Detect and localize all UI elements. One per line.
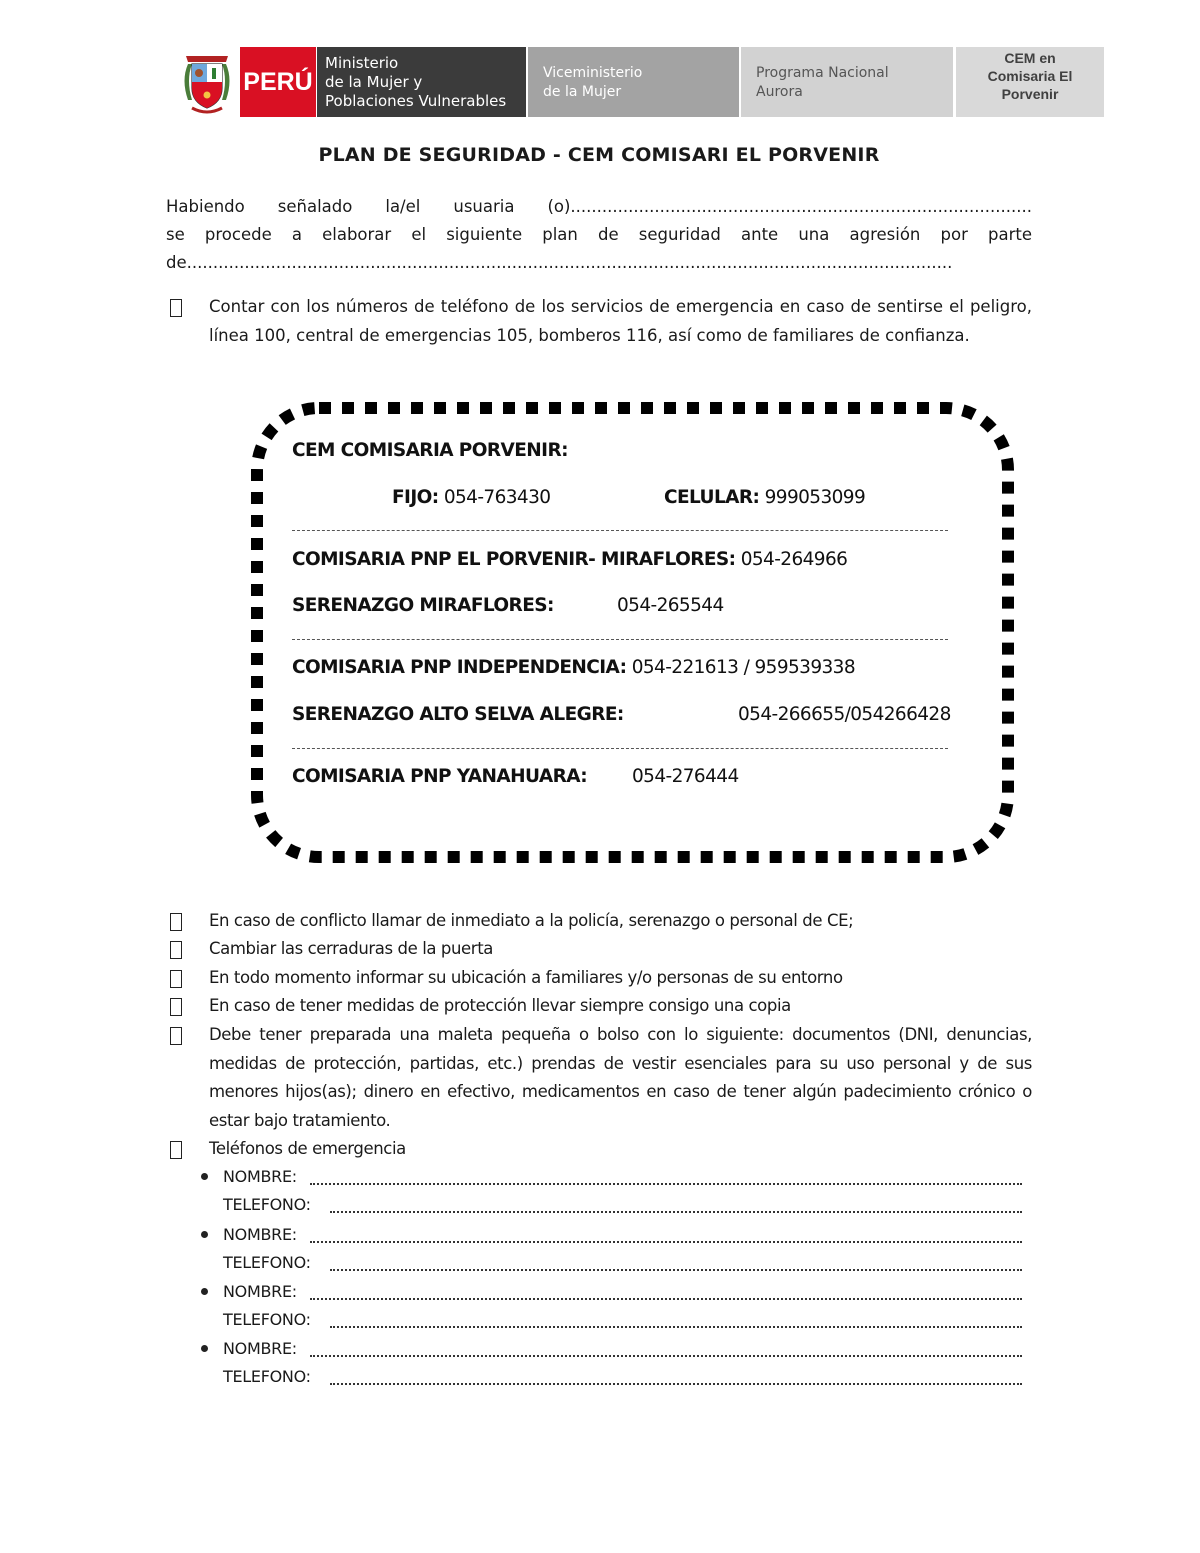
list-item: Teléfonos de emergencia [209,1139,406,1158]
list-item: Debe tener preparada una maleta pequeña o bolso con lo siguiente: documentos (DNI, denuncias, medidas de protección, partidas, etc.) prendas de vestir esenciales para su uso personal y de sus menores hijos(as); dinero en efectivo, medicamentos en caso de tener algún padecimiento crónico o estar bajo tratamiento. [209,1025,1032,1130]
bullet-box-icon [170,299,182,317]
nombre-field[interactable] [310,1298,1022,1300]
telefono-field[interactable] [330,1211,1022,1213]
bullet-box-icon [170,1141,182,1159]
nombre-field[interactable] [310,1241,1022,1243]
comisaria-yanahuara-label: COMISARIA PNP YANAHUARA: [292,766,588,787]
cem-label: CEM en Comisaria El Porvenir [956,47,1104,117]
serenazgo-asa-label: SERENAZGO ALTO SELVA ALEGRE: [292,704,624,725]
fijo-label: FIJO: [392,487,439,508]
bullet-dot-icon [201,1288,208,1295]
nombre-label: NOMBRE: [223,1339,297,1358]
fijo-row [392,487,550,508]
bullet-dot-icon [201,1231,208,1238]
peru-brand-label: PERÚ [240,47,316,117]
intro-line-2: se procede a elaborar el siguiente plan de seguridad ante una agresión por parte [166,225,1032,244]
bullet-box-icon [170,998,182,1016]
serenazgo-miraflores-value: 054-265544 [617,595,724,616]
list-item: En caso de conflicto llamar de inmediato a la policía, serenazgo o personal de CE; [209,911,854,930]
telefono-field[interactable] [330,1326,1022,1328]
bullet-box-icon [170,941,182,959]
intro-line-3: de.................................................................................................................................................. [166,253,953,272]
celular-label: CELULAR: [664,487,760,508]
separator-line [292,530,948,531]
bullet-box-icon [170,913,182,931]
viceministerio-label: Viceministerio de la Mujer [528,47,739,117]
nombre-label: NOMBRE: [223,1282,297,1301]
list-item: Cambiar las cerraduras de la puerta [209,939,493,958]
list-item: En todo momento informar su ubicación a familiares y/o personas de su entorno [209,968,843,987]
bullet-dot-icon [201,1345,208,1352]
first-item-text: Contar con los números de teléfono de los servicios de emergencia en caso de sentirse el peligro, línea 100, central de emergencias 105, bomberos 116, así como de familiares de confianza. [209,297,1032,345]
comisaria-miraflores-row [292,549,847,570]
fijo-value: 054-763430 [443,487,551,508]
telefono-label: TELEFONO: [223,1253,311,1272]
programa-label: Programa Nacional Aurora [741,47,953,117]
bullet-box-icon [170,1027,182,1045]
nombre-field[interactable] [310,1355,1022,1357]
telefono-field[interactable] [330,1269,1022,1271]
ministerio-label: Ministerio de la Mujer y Poblaciones Vulnerables [317,47,526,117]
comisaria-independencia-value: 054-221613 / 959539338 [631,657,856,678]
nombre-field[interactable] [310,1183,1022,1185]
dashed-border-frame [240,395,1030,870]
nombre-label: NOMBRE: [223,1167,297,1186]
bullet-box-icon [170,970,182,988]
comisaria-miraflores-value: 054-264966 [740,549,848,570]
comisaria-miraflores-label: COMISARIA PNP EL PORVENIR- MIRAFLORES: [292,549,736,570]
list-item: En caso de tener medidas de protección llevar siempre consigo una copia [209,996,791,1015]
serenazgo-asa-value: 054-266655/054266428 [738,704,951,725]
separator-line [292,748,948,749]
celular-value: 999053099 [764,487,866,508]
page-title: PLAN DE SEGURIDAD - CEM COMISARI EL PORVENIR [318,144,880,166]
bullet-dot-icon [201,1173,208,1180]
comisaria-independencia-label: COMISARIA PNP INDEPENDENCIA: [292,657,627,678]
telefono-label: TELEFONO: [223,1310,311,1329]
telefono-field[interactable] [330,1383,1022,1385]
telefono-label: TELEFONO: [223,1367,311,1386]
nombre-label: NOMBRE: [223,1225,297,1244]
intro-line-1: Habiendo señalado la/el usuaria (o)........................................................................................ [166,197,1032,216]
telefono-label: TELEFONO: [223,1195,311,1214]
comisaria-independencia-row [292,657,855,678]
separator-line [292,639,948,640]
celular-row [664,487,865,508]
serenazgo-miraflores-label: SERENAZGO MIRAFLORES: [292,595,554,616]
cem-heading: CEM COMISARIA PORVENIR: [292,440,568,461]
peru-coat-of-arms-icon [178,50,236,116]
comisaria-yanahuara-value: 054-276444 [632,766,739,787]
